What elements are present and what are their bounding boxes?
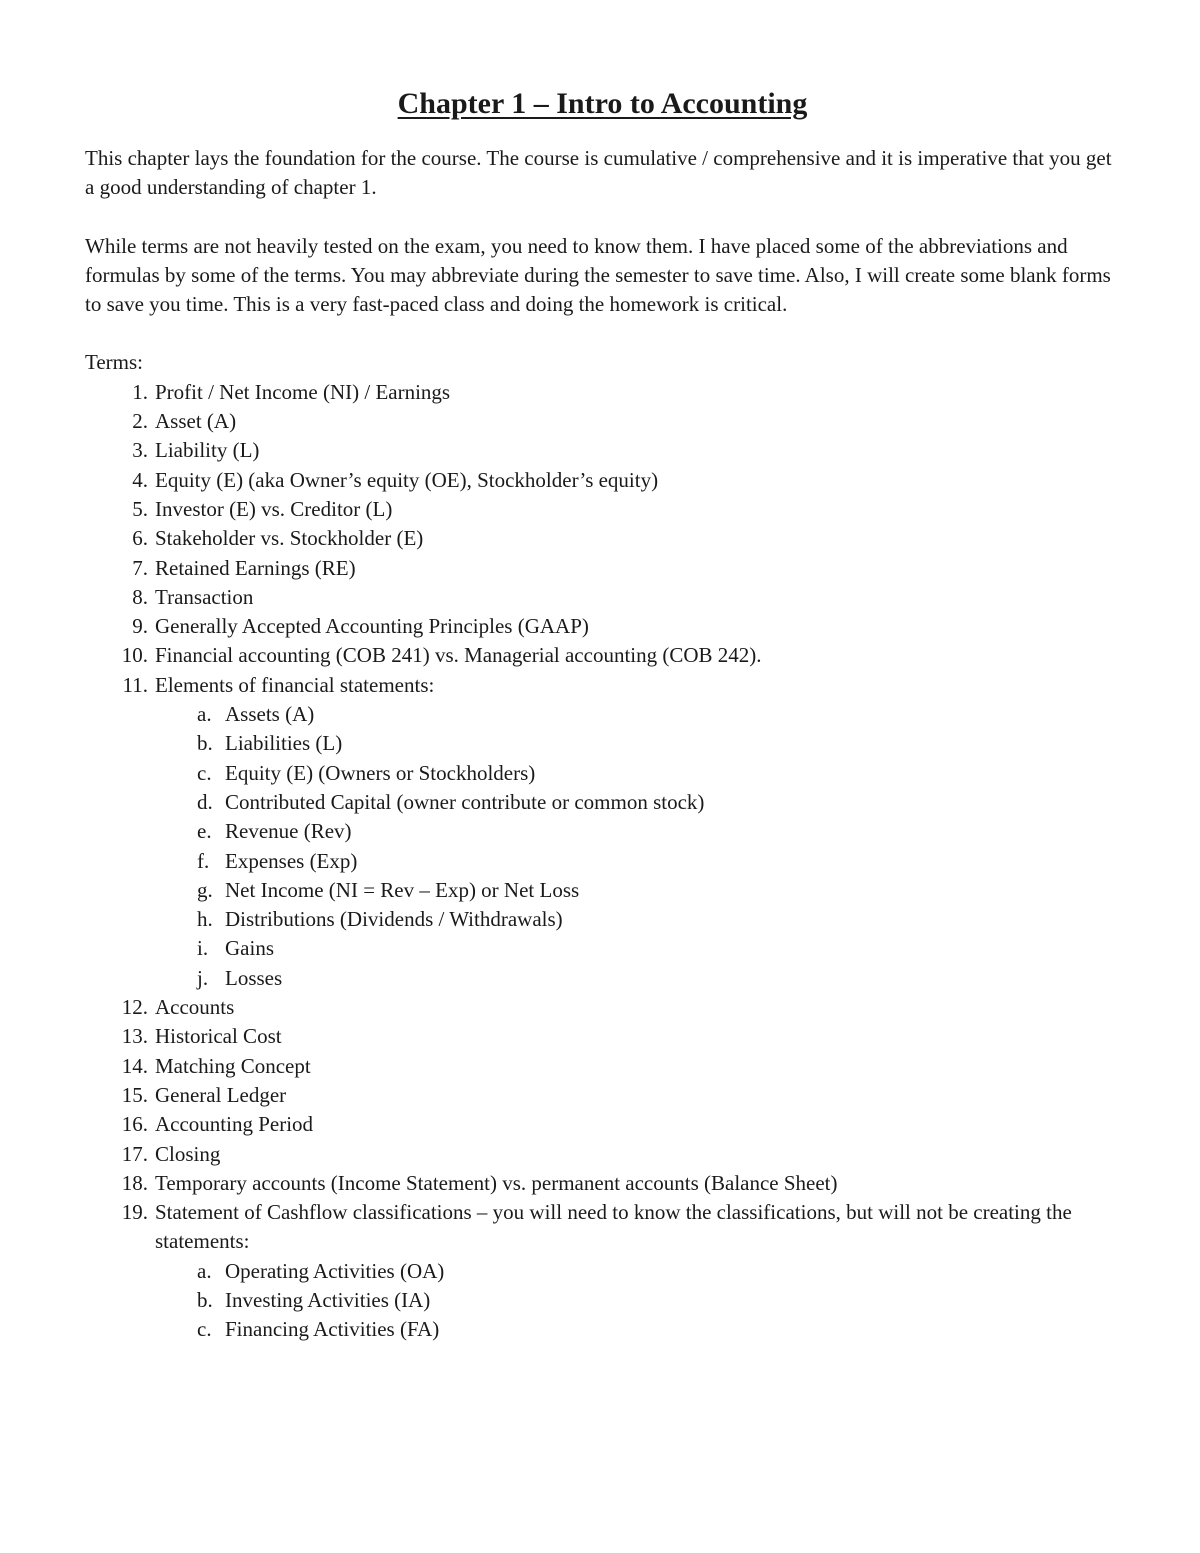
term-text: Historical Cost <box>155 1024 282 1049</box>
term-text: Transaction <box>155 584 254 609</box>
sub-term-text: Contributed Capital (owner contribute or common stock) <box>225 789 705 814</box>
term-text: Closing <box>155 1141 221 1166</box>
term-number: 1. <box>132 379 148 404</box>
term-item <box>85 466 1120 495</box>
sub-term-text: Revenue (Rev) <box>225 819 352 844</box>
sub-term-item <box>155 817 1120 846</box>
sub-term-item <box>155 934 1120 963</box>
term-text: Statement of Cashflow classifications – you will need to know the classifications, but will not be creating the statements: <box>155 1200 1072 1254</box>
term-item <box>85 612 1120 641</box>
term-item <box>85 1022 1120 1051</box>
sub-term-text: Operating Activities (OA) <box>225 1258 445 1283</box>
term-item <box>85 524 1120 553</box>
term-item <box>85 407 1120 436</box>
term-number: 17. <box>121 1141 148 1166</box>
sub-term-letter: i. <box>197 936 209 961</box>
sub-term-item <box>155 905 1120 934</box>
term-text: Elements of financial statements: <box>155 672 435 697</box>
term-text: Asset (A) <box>155 409 237 434</box>
term-text: General Ledger <box>155 1082 287 1107</box>
sub-term-text: Expenses (Exp) <box>225 848 358 873</box>
term-number: 5. <box>132 496 148 521</box>
sub-term-item <box>155 876 1120 905</box>
sub-term-item <box>155 729 1120 758</box>
terms-note-paragraph: While terms are not heavily tested on the exam, you need to know them. I have placed some of the abbreviations and formulas by some of the terms. You may abbreviate during the semester to save time. Also, I will create some blank forms to save you time. This is a very fast-paced class and doing the homework is critical. <box>85 233 1111 317</box>
sub-term-text: Distributions (Dividends / Withdrawals) <box>225 907 563 932</box>
sub-term-letter: a. <box>197 1258 212 1283</box>
sub-term-list <box>155 1257 1120 1345</box>
document-title: Chapter 1 – Intro to Accounting <box>397 87 808 120</box>
term-number: 14. <box>121 1053 148 1078</box>
term-text: Equity (E) (aka Owner’s equity (OE), Stockholder’s equity) <box>155 467 659 492</box>
term-item <box>85 641 1120 670</box>
term-item <box>85 583 1120 612</box>
sub-term-letter: c. <box>197 1317 212 1342</box>
sub-term-item <box>155 700 1120 729</box>
sub-term-list <box>155 700 1120 993</box>
term-text: Liability (L) <box>155 438 260 463</box>
term-number: 6. <box>132 526 148 551</box>
term-text: Profit / Net Income (NI) / Earnings <box>155 379 451 404</box>
term-number: 2. <box>132 409 148 434</box>
term-item <box>85 436 1120 465</box>
term-text: Matching Concept <box>155 1053 311 1078</box>
sub-term-text: Net Income (NI = Rev – Exp) or Net Loss <box>225 877 580 902</box>
term-number: 10. <box>121 643 148 668</box>
sub-term-item <box>155 964 1120 993</box>
term-item <box>85 671 1120 993</box>
term-text: Investor (E) vs. Creditor (L) <box>155 496 393 521</box>
sub-term-letter: c. <box>197 760 212 785</box>
term-number: 3. <box>132 438 148 463</box>
term-number: 15. <box>121 1082 148 1107</box>
sub-term-letter: f. <box>197 848 210 873</box>
term-text: Temporary accounts (Income Statement) vs. permanent accounts (Balance Sheet) <box>155 1170 838 1195</box>
sub-term-letter: g. <box>197 877 213 902</box>
term-text: Stakeholder vs. Stockholder (E) <box>155 526 424 551</box>
sub-term-item <box>155 847 1120 876</box>
term-item <box>85 1081 1120 1110</box>
sub-term-text: Financing Activities (FA) <box>225 1317 440 1342</box>
terms-list <box>85 378 1120 1345</box>
term-text: Accounts <box>155 995 235 1020</box>
sub-term-item <box>155 788 1120 817</box>
terms-heading: Terms: <box>85 350 144 375</box>
term-number: 18. <box>121 1170 148 1195</box>
sub-term-text: Assets (A) <box>225 702 315 727</box>
term-item <box>85 993 1120 1022</box>
sub-term-letter: j. <box>197 965 209 990</box>
term-number: 7. <box>132 555 148 580</box>
term-number: 19. <box>121 1200 148 1225</box>
sub-term-letter: a. <box>197 702 212 727</box>
sub-term-letter: b. <box>197 731 213 756</box>
term-text: Retained Earnings (RE) <box>155 555 356 580</box>
term-item <box>85 1169 1120 1198</box>
term-number: 9. <box>132 614 148 639</box>
sub-term-item <box>155 759 1120 788</box>
term-number: 13. <box>121 1024 148 1049</box>
sub-term-letter: e. <box>197 819 212 844</box>
term-number: 8. <box>132 584 148 609</box>
sub-term-text: Losses <box>225 965 283 990</box>
sub-term-letter: d. <box>197 789 213 814</box>
sub-term-letter: h. <box>197 907 213 932</box>
term-number: 12. <box>121 995 148 1020</box>
document-page <box>85 84 1120 1345</box>
term-item <box>85 1110 1120 1139</box>
term-number: 16. <box>121 1112 148 1137</box>
sub-term-letter: b. <box>197 1287 213 1312</box>
term-item <box>85 378 1120 407</box>
term-item <box>85 1198 1120 1344</box>
sub-term-text: Investing Activities (IA) <box>225 1287 431 1312</box>
sub-term-item <box>155 1257 1120 1286</box>
term-item <box>85 554 1120 583</box>
sub-term-item <box>155 1315 1120 1344</box>
term-item <box>85 495 1120 524</box>
sub-term-text: Liabilities (L) <box>225 731 343 756</box>
sub-term-text: Gains <box>225 936 274 961</box>
term-item <box>85 1052 1120 1081</box>
term-number: 4. <box>132 467 148 492</box>
intro-paragraph: This chapter lays the foundation for the course. The course is cumulative / comprehensive and it is imperative that you get a good understanding of chapter 1. <box>85 146 1112 200</box>
term-text: Generally Accepted Accounting Principles (GAAP) <box>155 614 589 639</box>
sub-term-text: Equity (E) (Owners or Stockholders) <box>225 760 536 785</box>
term-text: Financial accounting (COB 241) vs. Managerial accounting (COB 242). <box>155 643 762 668</box>
term-text: Accounting Period <box>155 1112 314 1137</box>
term-number: 11. <box>122 672 148 697</box>
term-item <box>85 1140 1120 1169</box>
sub-term-item <box>155 1286 1120 1315</box>
